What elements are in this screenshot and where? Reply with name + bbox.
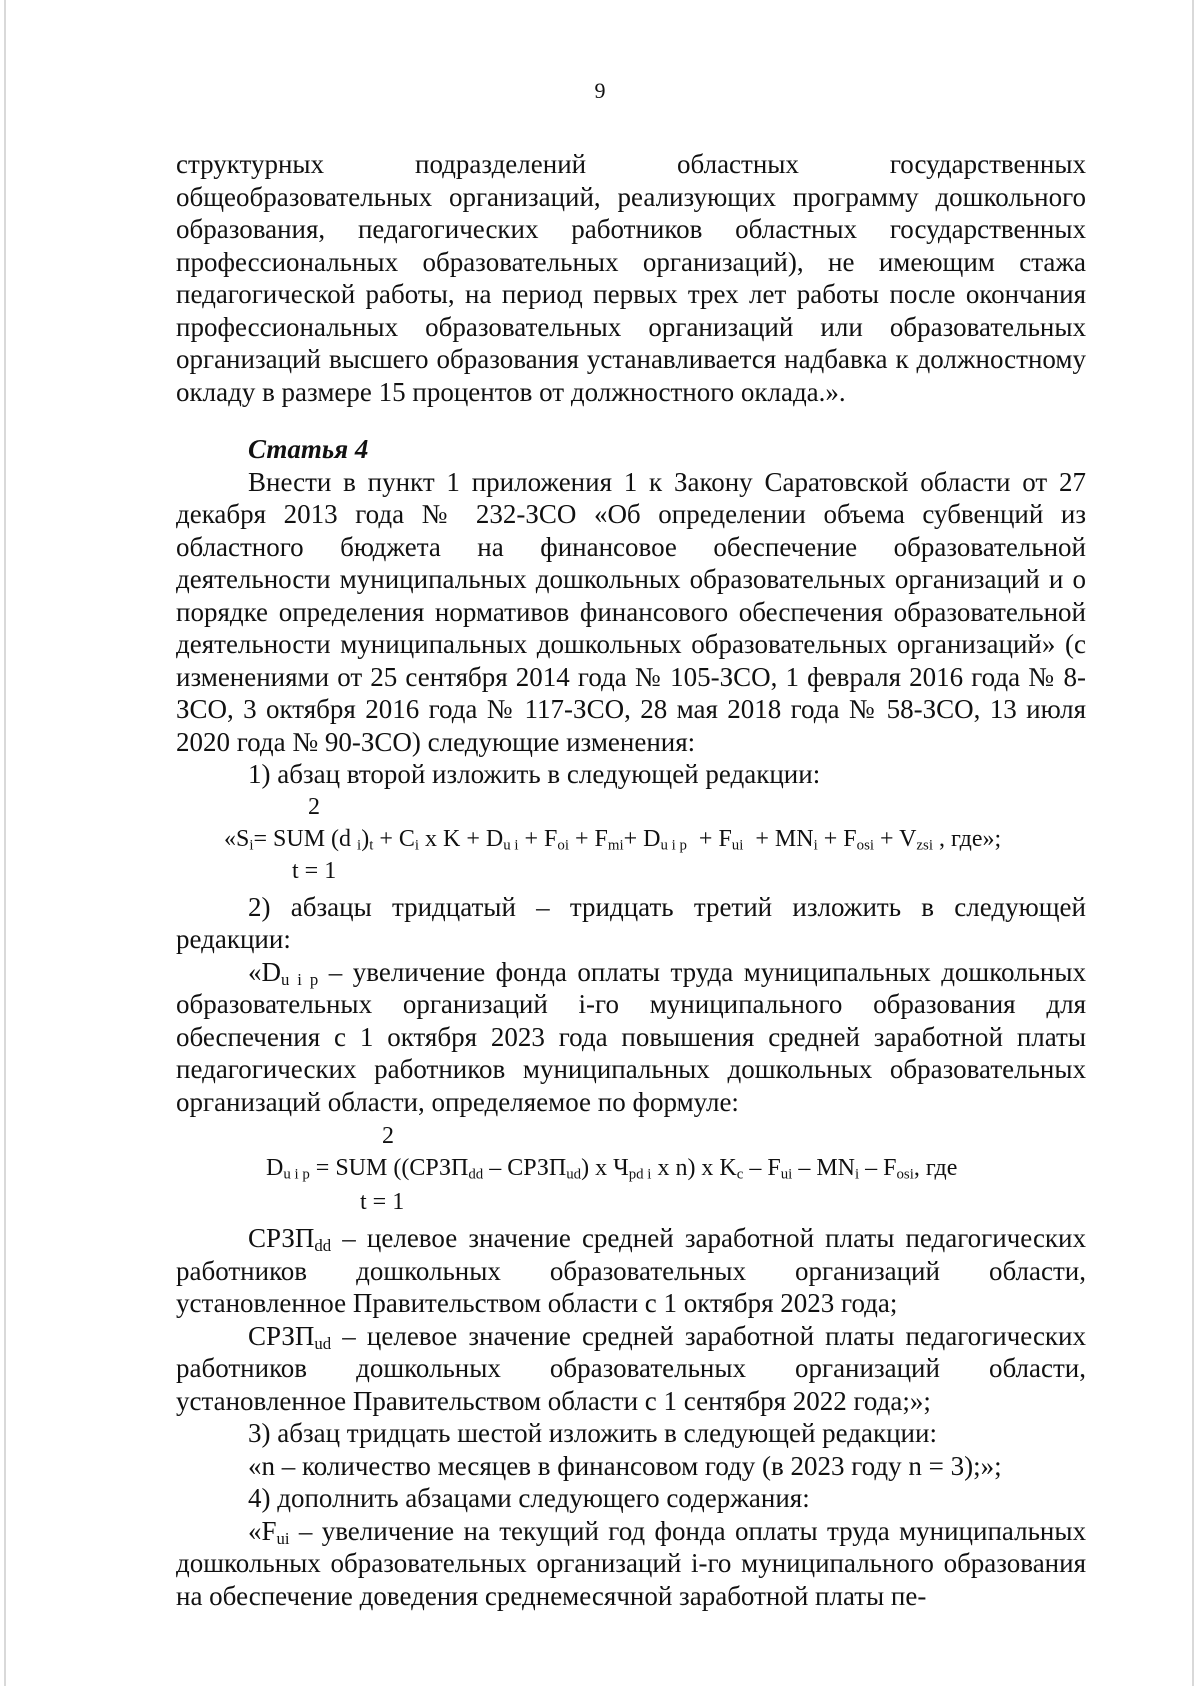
item-4: 4) дополнить абзацами следующего содержания: xyxy=(248,1483,810,1513)
paragraph-continuation: структурных подразделений областных государственных общеобразовательных организаций, реализующих программу дошкольного образования, педагогических работников областных государственных профессиональных образовательных организаций), не имеющим стажа педагогической работы, на период первых трех лет работы после окончания профессиональных образовательных организаций или образовательных организаций высшего образования устанавливается надбавка к должностному окладу в размере 15 процентов от должностного оклада.». xyxy=(176,149,1086,407)
formula-duip-upper-limit: 2 xyxy=(382,1123,394,1149)
item-1: 1) абзац второй изложить в следующей редакции: xyxy=(248,759,821,789)
page-number: 9 xyxy=(594,78,606,103)
formula-si xyxy=(176,791,1086,891)
scan-edge-left xyxy=(4,0,6,1686)
item-2: 2) абзацы тридцатый – тридцать третий изложить в следующей редакции: xyxy=(176,891,1086,954)
definition-srzp-ud-text: – целевое значение средней заработной платы педагогических работников дошкольных образовательных организаций области, установленное Правительством области с 1 сентября 2022 года;»; xyxy=(176,1320,1086,1416)
item-3: 3) абзац тридцать шестой изложить в следующей редакции: xyxy=(248,1418,937,1448)
scan-edge-right xyxy=(1192,0,1194,1686)
paragraph-amendment-intro: Внести в пункт 1 приложения 1 к Закону Саратовской области от 27 декабря 2013 года № 232-ЗСО «Об определении объема субвенций из областного бюджета на финансовое обеспечение образовательной деятельности муниципальных дошкольных образовательных организаций и о порядке определения нормативов финансового обеспечения образовательной деятельности муниципальных дошкольных образовательных организаций» (с изменениями от 25 сентября 2014 года № 105-ЗСО, 1 февраля 2016 года № 8-ЗСО, 3 октября 2016 года № 117-ЗСО, 28 мая 2018 года № 58-ЗСО, 13 июля 2020 года № 90-ЗСО) следующие изменения: xyxy=(176,466,1086,757)
definition-fui-text: – увеличение на текущий год фонда оплаты труда муниципальных дошкольных образовательных организаций i-го муниципального образования на обеспечение доведения среднемесячной заработной платы пе- xyxy=(176,1515,1086,1611)
definition-duip: «$D_{u i p}$ – увеличение фонда оплаты труда муниципальных дошкольных образовательных организаций i-го муниципального образования для обеспечения с 1 октября 2023 года повышения средней заработной платы педагогических работников муниципальных дошкольных образовательных организаций области, определяемое по формуле: xyxy=(176,956,1086,1117)
formula-duip xyxy=(176,1118,1086,1222)
formula-si-upper-limit: 2 xyxy=(308,793,320,820)
formula-duip-expression: $D_{u i p}$ = SUM (($СРЗП_{dd}$ – $СРЗП_{ud}$) x $Ч_{pd i}$ x n) x $K_c - F_{ui} - MN_i - F_{osi}$, где xyxy=(266,1155,958,1183)
formula-duip-lower-limit: t = 1 xyxy=(360,1189,405,1215)
article-heading: Статья 4 xyxy=(248,434,369,464)
formula-si-lower-limit: t = 1 xyxy=(292,857,337,884)
definition-fui: «$F_{ui}$ – увеличение на текущий год фонда оплаты труда муниципальных дошкольных образовательных организаций i-го муниципального образования на обеспечение доведения среднемесячной заработной платы пе- xyxy=(176,1515,1086,1611)
formula-si-expression: «$S_i=$ SUM (d $_i)_t + C_i$ x $K + D_{u i} + F_{oi} + F_{mi}+ D_{u i p} + F_{ui} + MN_i + F_{osi} + V_{zsi}$ , где»; xyxy=(224,825,1002,854)
definition-srzp-ud: $СРЗП_{ud}$ – целевое значение средней заработной платы педагогических работников дошкольных образовательных организаций области, установленное Правительством области с 1 сентября 2022 года;»; xyxy=(176,1320,1086,1416)
document-body xyxy=(176,148,1086,1612)
definition-srzp-dd: $СРЗП_{dd}$ – целевое значение средней заработной платы педагогических работников дошкольных образовательных организаций области, установленное Правительством области с 1 октября 2023 года; xyxy=(176,1223,1086,1318)
definition-srzp-dd-text: – целевое значение средней заработной платы педагогических работников дошкольных образовательных организаций области, установленное Правительством области с 1 октября 2023 года; xyxy=(176,1223,1086,1318)
definition-n: «n – количество месяцев в финансовом году (в 2023 году n = 3);»; xyxy=(248,1450,1002,1481)
definition-duip-text: – увеличение фонда оплаты труда муниципальных дошкольных образовательных организаций i-го муниципального образования для обеспечения с 1 октября 2023 года повышения средней заработной платы педагогических работников муниципальных дошкольных образовательных организаций области, определяемое по формуле: xyxy=(176,956,1086,1117)
